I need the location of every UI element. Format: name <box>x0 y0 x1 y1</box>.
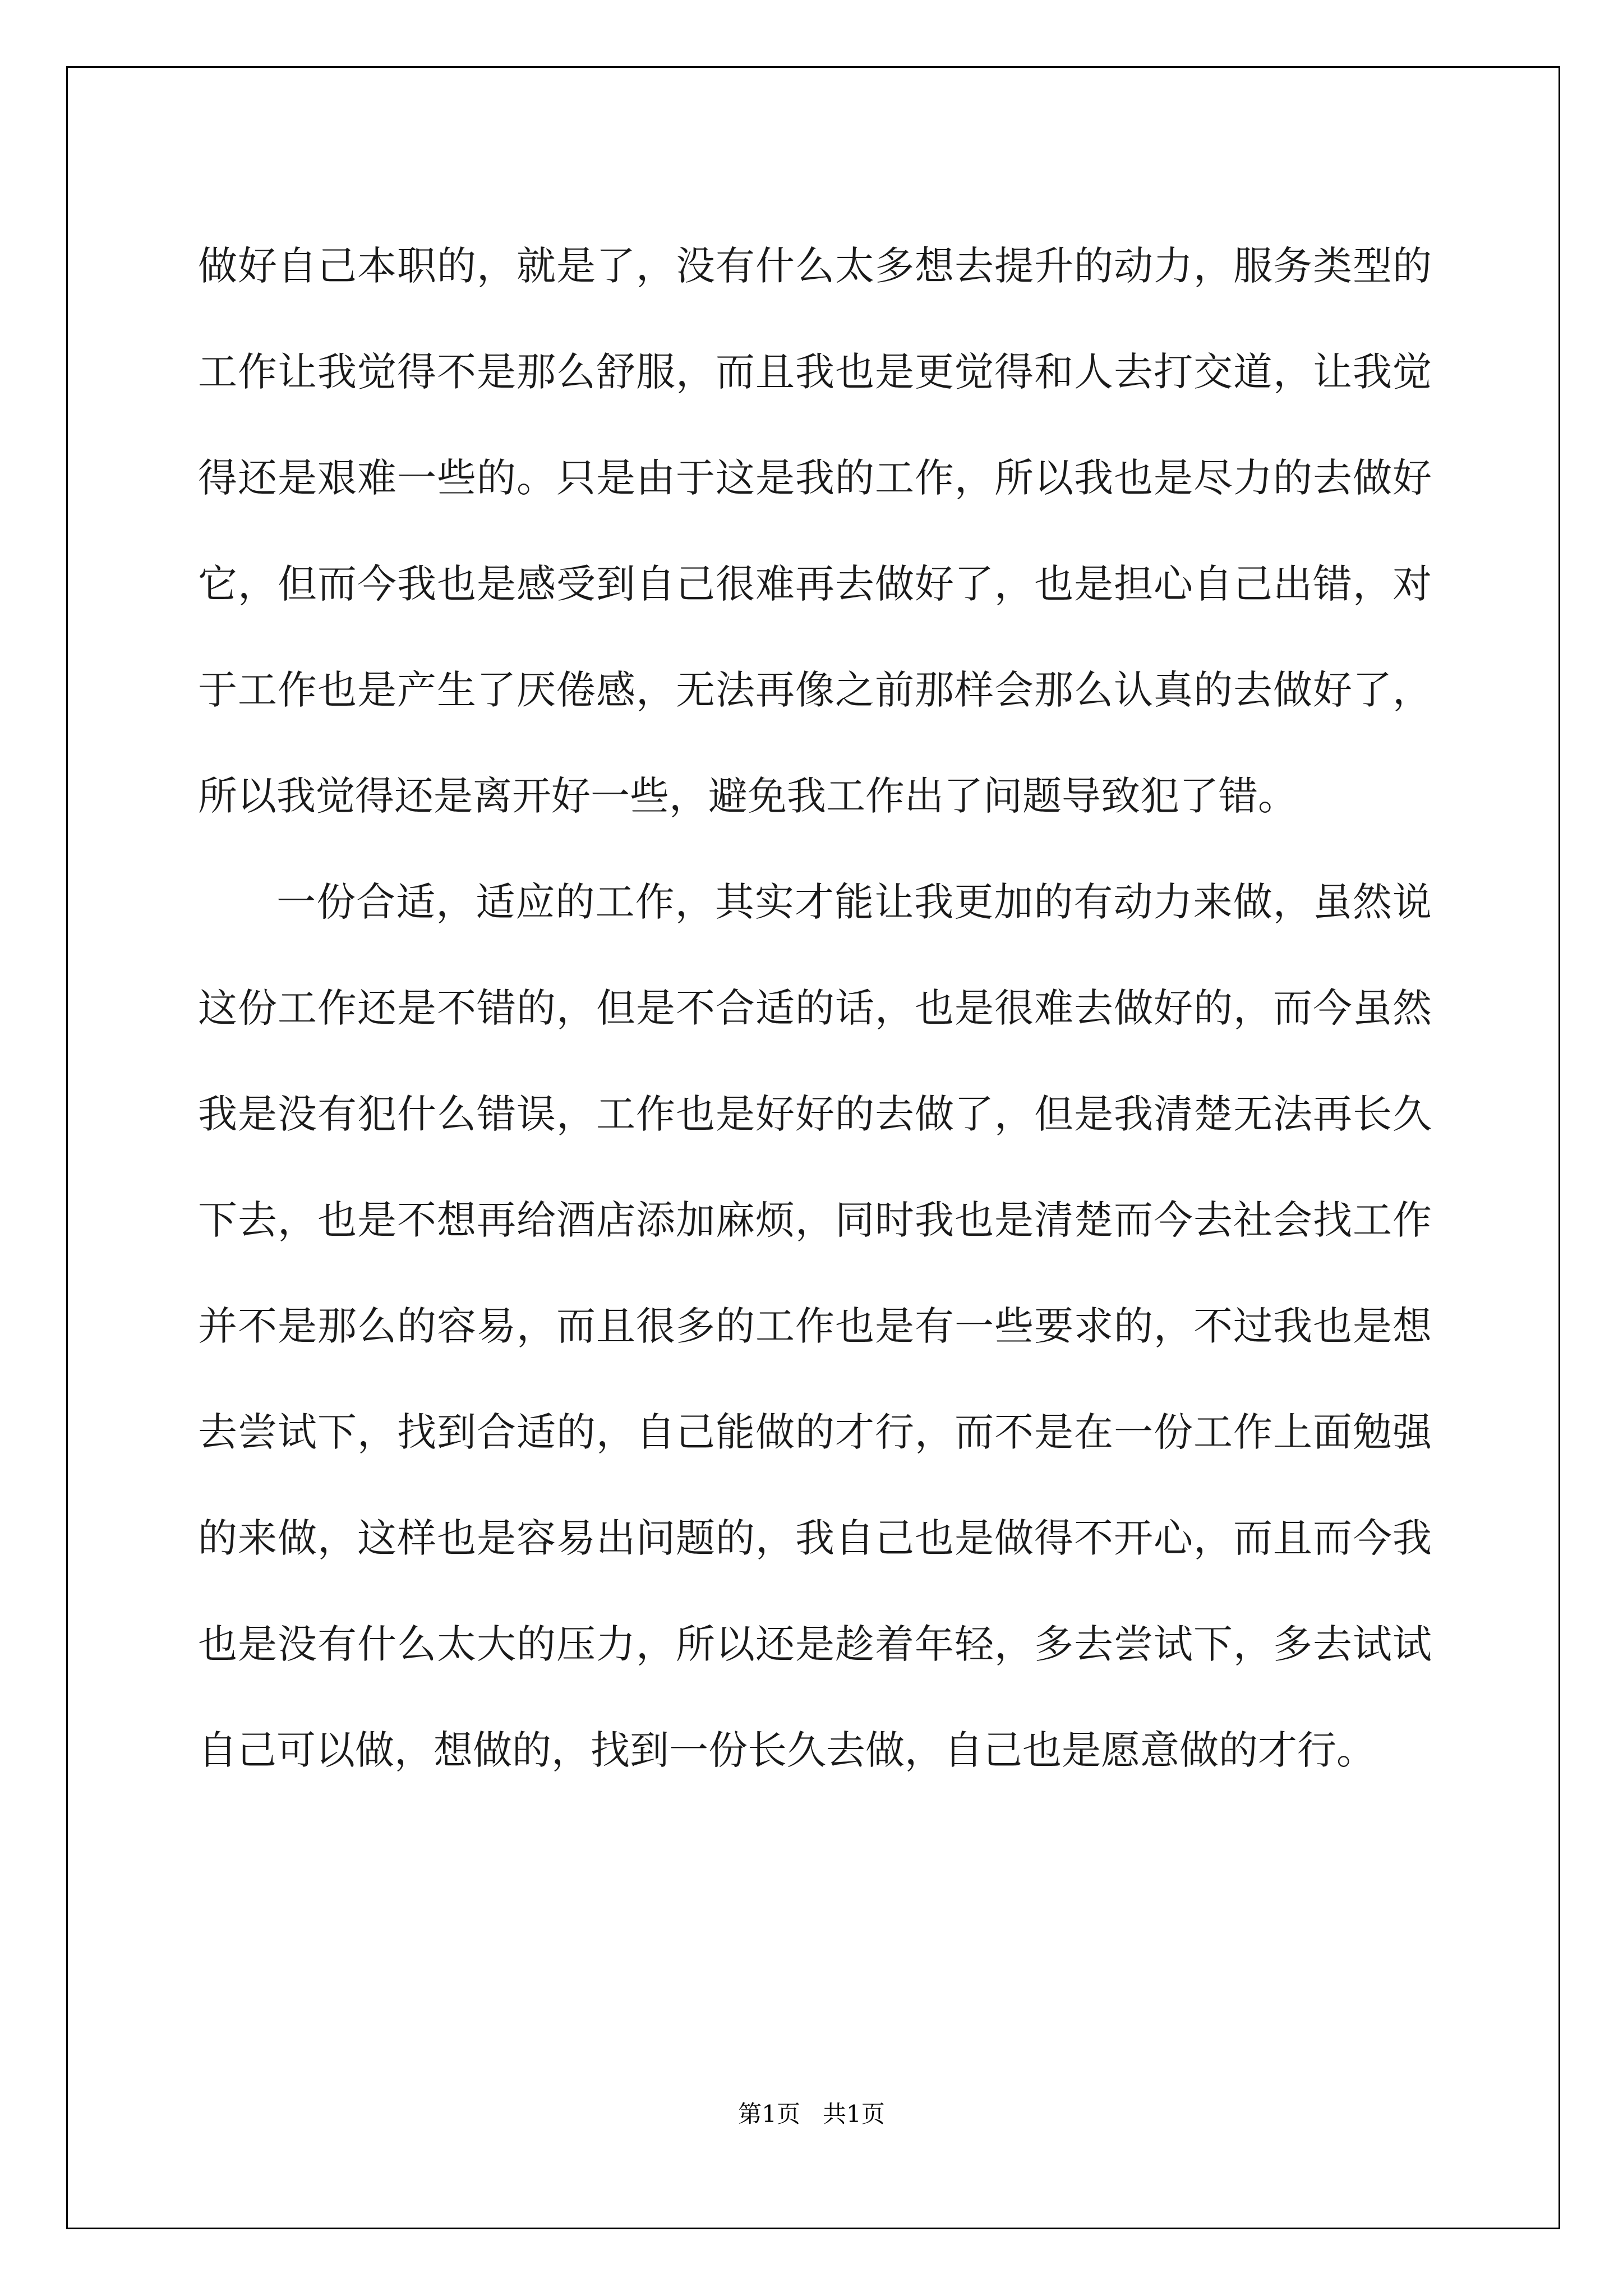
paragraph-1: 做好自己本职的，就是了，没有什么太多想去提升的动力，服务类型的工作让我觉得不是那么舒服，而且我也是更觉得和人去打交道，让我觉得还是艰难一些的。只是由于这是我的工作，所以我也是尽力的去做好它，但而今我也是感受到自己很难再去做好了，也是担心自己出错，对于工作也是产生了厌倦感，无法再像之前那样会那么认真的去做好了，所以我觉得还是离开好一些，避免我工作出了问题导致犯了错。 <box>198 243 1432 819</box>
paragraph-2: 一份合适，适应的工作，其实才能让我更加的有动力来做，虽然说这份工作还是不错的，但是不合适的话，也是很难去做好的，而今虽然我是没有犯什么错误，工作也是好好的去做了，但是我清楚无法再长久下去，也是不想再给酒店添加麻烦，同时我也是清楚而今去社会找工作并不是那么的容易，而且很多的工作也是有一些要求的，不过我也是想去尝试下，找到合适的，自己能做的才行，而不是在一份工作上面勉强的来做，这样也是容易出问题的，我自己也是做得不开心，而且而今我也是没有什么太大的压力，所以还是趁着年轻，多去尝试下，多去试试自己可以做，想做的，找到一份长久去做，自己也是愿意做的才行。 <box>198 879 1432 1773</box>
document-body <box>198 213 1432 1803</box>
page-number-total: 共1页 <box>823 2100 885 2128</box>
page-number-current: 第1页 <box>738 2100 800 2128</box>
page-footer <box>0 2096 1623 2129</box>
